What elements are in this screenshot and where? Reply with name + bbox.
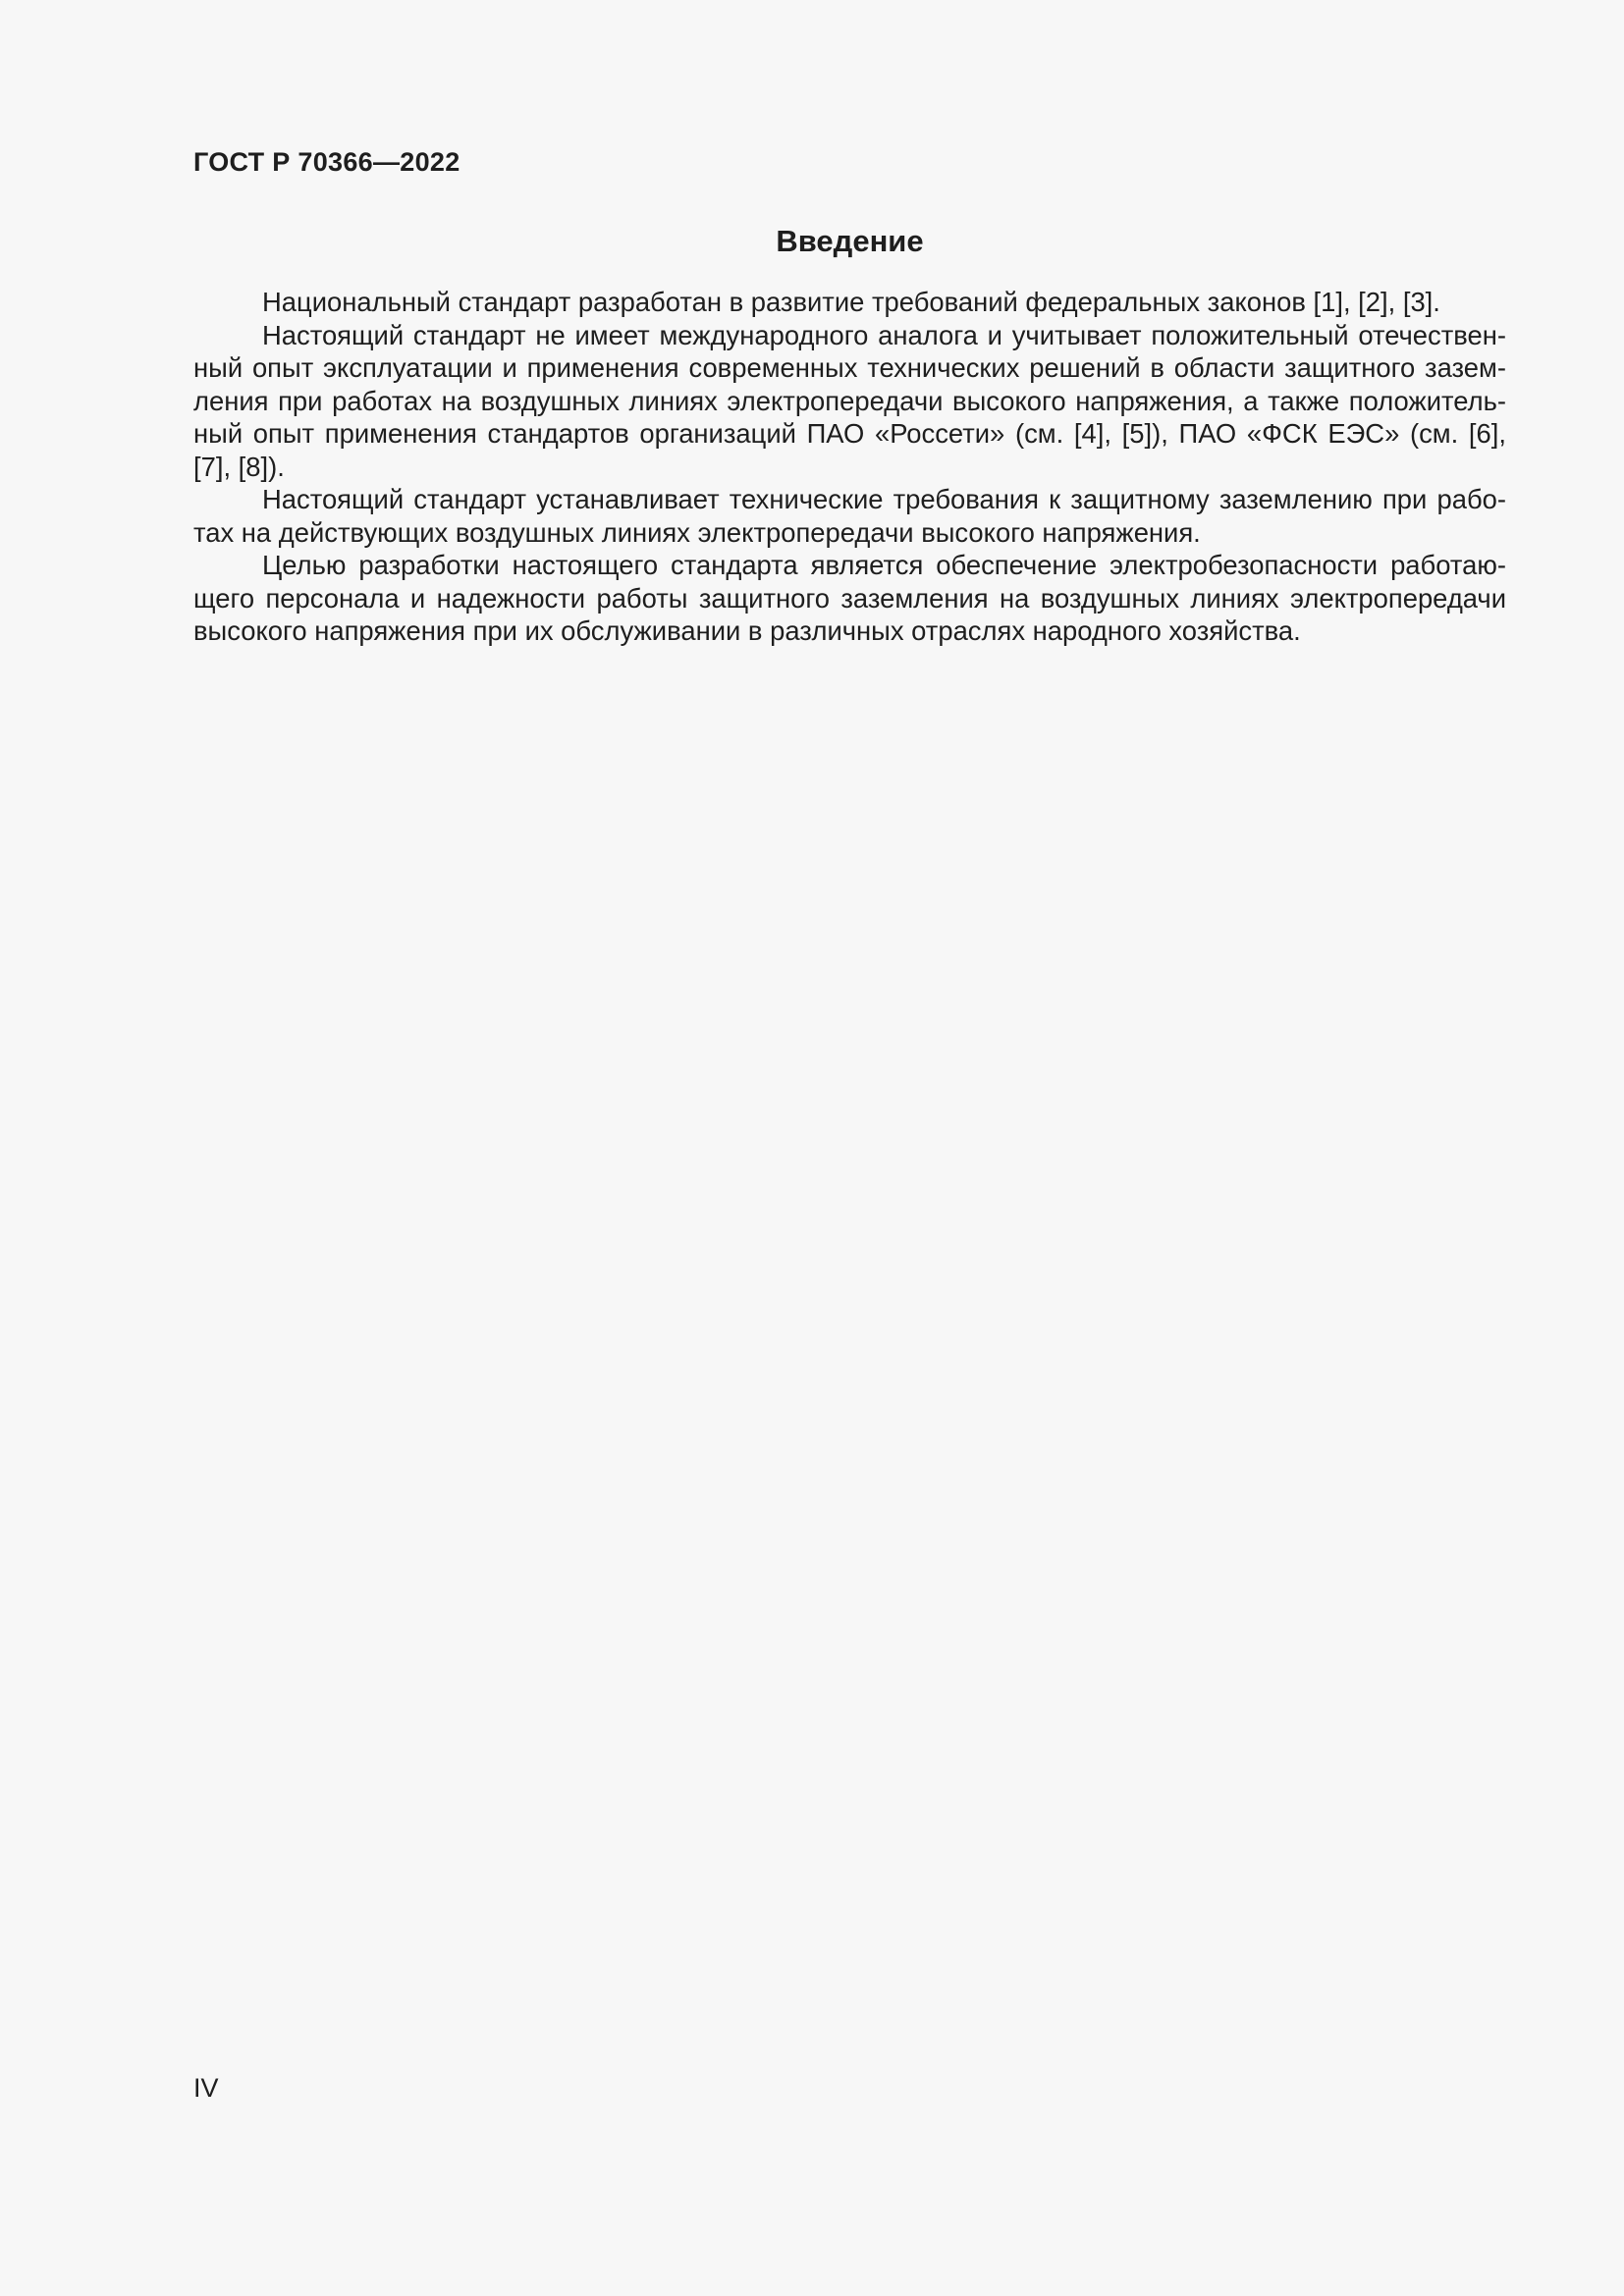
introduction-body [193,286,1506,648]
paragraph: Настоящий стандарт не имеет международного аналога и учитывает положительный отечественный опыт эксплуатации и применения современных технических решений в области защитного заземления при работах на воздушных линиях электропередачи высокого напряжения, а также положительный опыт применения стандартов организаций ПАО «Россети» (см. [4], [5]), ПАО «ФСК ЕЭС» (см. [6], [7], [8]). [193,319,1506,482]
paragraph: Целью разработки настоящего стандарта является обеспечение электробезопасности работающего персонала и надежности работы защитного заземления на воздушных линиях электропередачи высокого напряжения при их обслуживании в различных отраслях народного хозяйства. [193,550,1506,646]
paragraph: Национальный стандарт разработан в развитие требований федеральных законов [1], [2], [3]. [262,287,1440,317]
standard-header: ГОСТ Р 70366—2022 [193,147,460,177]
section-title: Введение [776,224,924,258]
paragraph: Настоящий стандарт устанавливает технические требования к защитному заземлению при работах на действующих воздушных линиях электропередачи высокого напряжения. [193,484,1506,548]
page-number: IV [193,2073,219,2103]
